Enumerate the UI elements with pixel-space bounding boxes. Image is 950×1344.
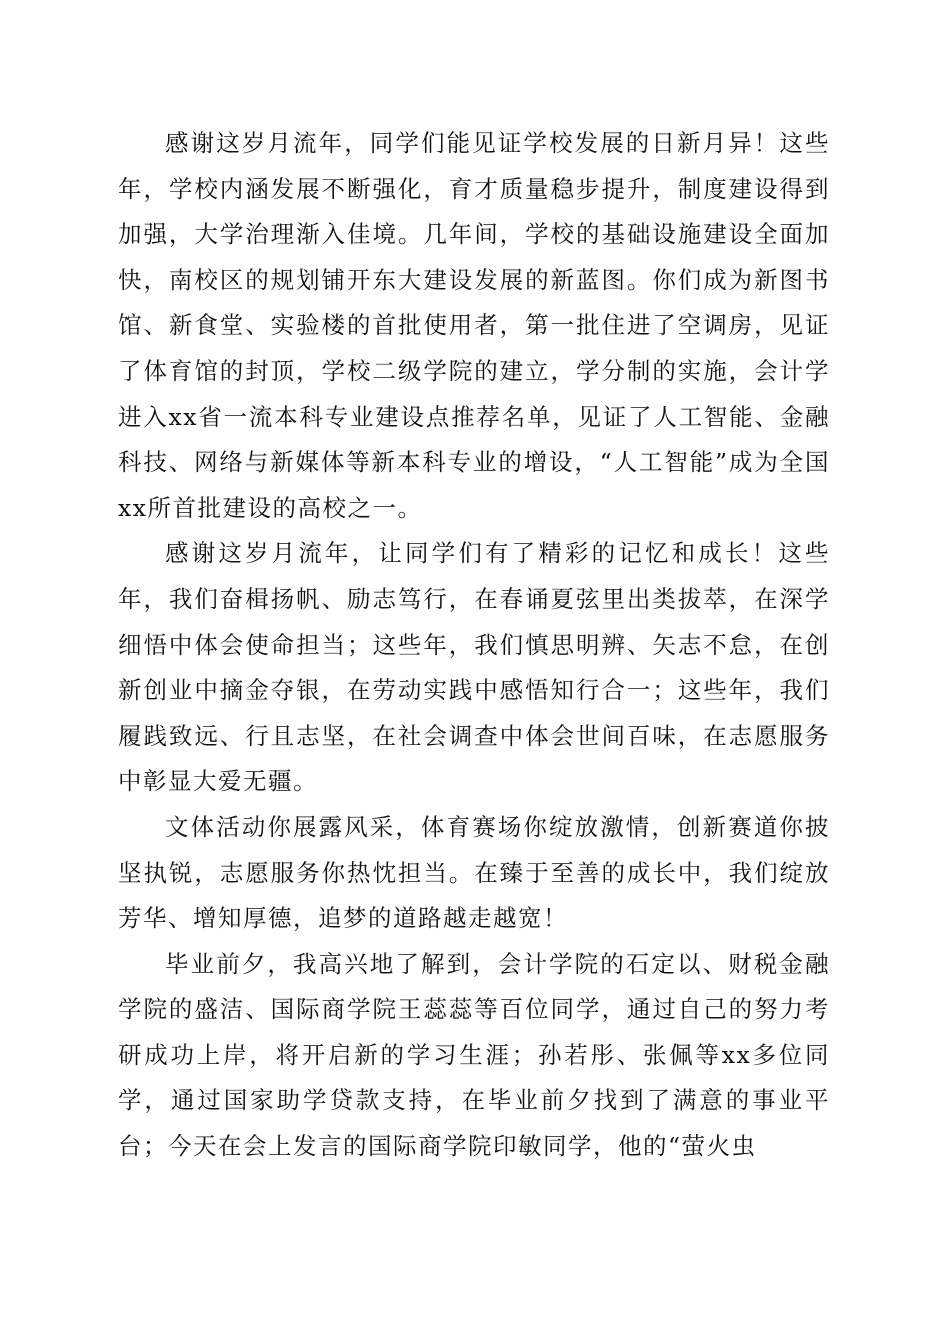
paragraph-3: 文体活动你展露风采，体育赛场你绽放激情，创新赛道你披坚执锐，志愿服务你热忱担当。在臻于至善的成长中，我们绽放芳华、增知厚德，追梦的道路越走越宽！ xyxy=(118,812,830,933)
paragraph-4: 毕业前夕，我高兴地了解到，会计学院的石定以、财税金融学院的盛洁、国际商学院王蕊蕊等百位同学，通过自己的努力考研成功上岸，将开启新的学习生涯；孙若彤、张佩等xx多位同学，通过国家助学贷款支持，在毕业前夕找到了满意的事业平台；今天在会上发言的国际商学院印敏同学，他的“萤火虫 xyxy=(118,949,830,1161)
paragraph-2: 感谢这岁月流年，让同学们有了精彩的记忆和成长！这些年，我们奋楫扬帆、励志笃行，在春诵夏弦里出类拔萃，在深学细悟中体会使命担当；这些年，我们慎思明辨、矢志不怠，在创新创业中摘金夺银，在劳动实践中感悟知行合一；这些年，我们履践致远、行且志坚，在社会调查中体会世间百味，在志愿服务中彰显大爱无疆。 xyxy=(118,539,830,796)
paragraph-1: 感谢这岁月流年，同学们能见证学校发展的日新月异！这些年，学校内涵发展不断强化，育才质量稳步提升，制度建设得到加强，大学治理渐入佳境。几年间，学校的基础设施建设全面加快，南校区的规划铺开东大建设发展的新蓝图。你们成为新图书馆、新食堂、实验楼的首批使用者，第一批住进了空调房，见证了体育馆的封顶，学校二级学院的建立，学分制的实施，会计学进入xx省一流本科专业建设点推荐名单，见证了人工智能、金融科技、网络与新媒体等新本科专业的增设，“人工智能”成为全国xx所首批建设的高校之一。 xyxy=(118,129,830,522)
document-body xyxy=(118,121,830,1170)
